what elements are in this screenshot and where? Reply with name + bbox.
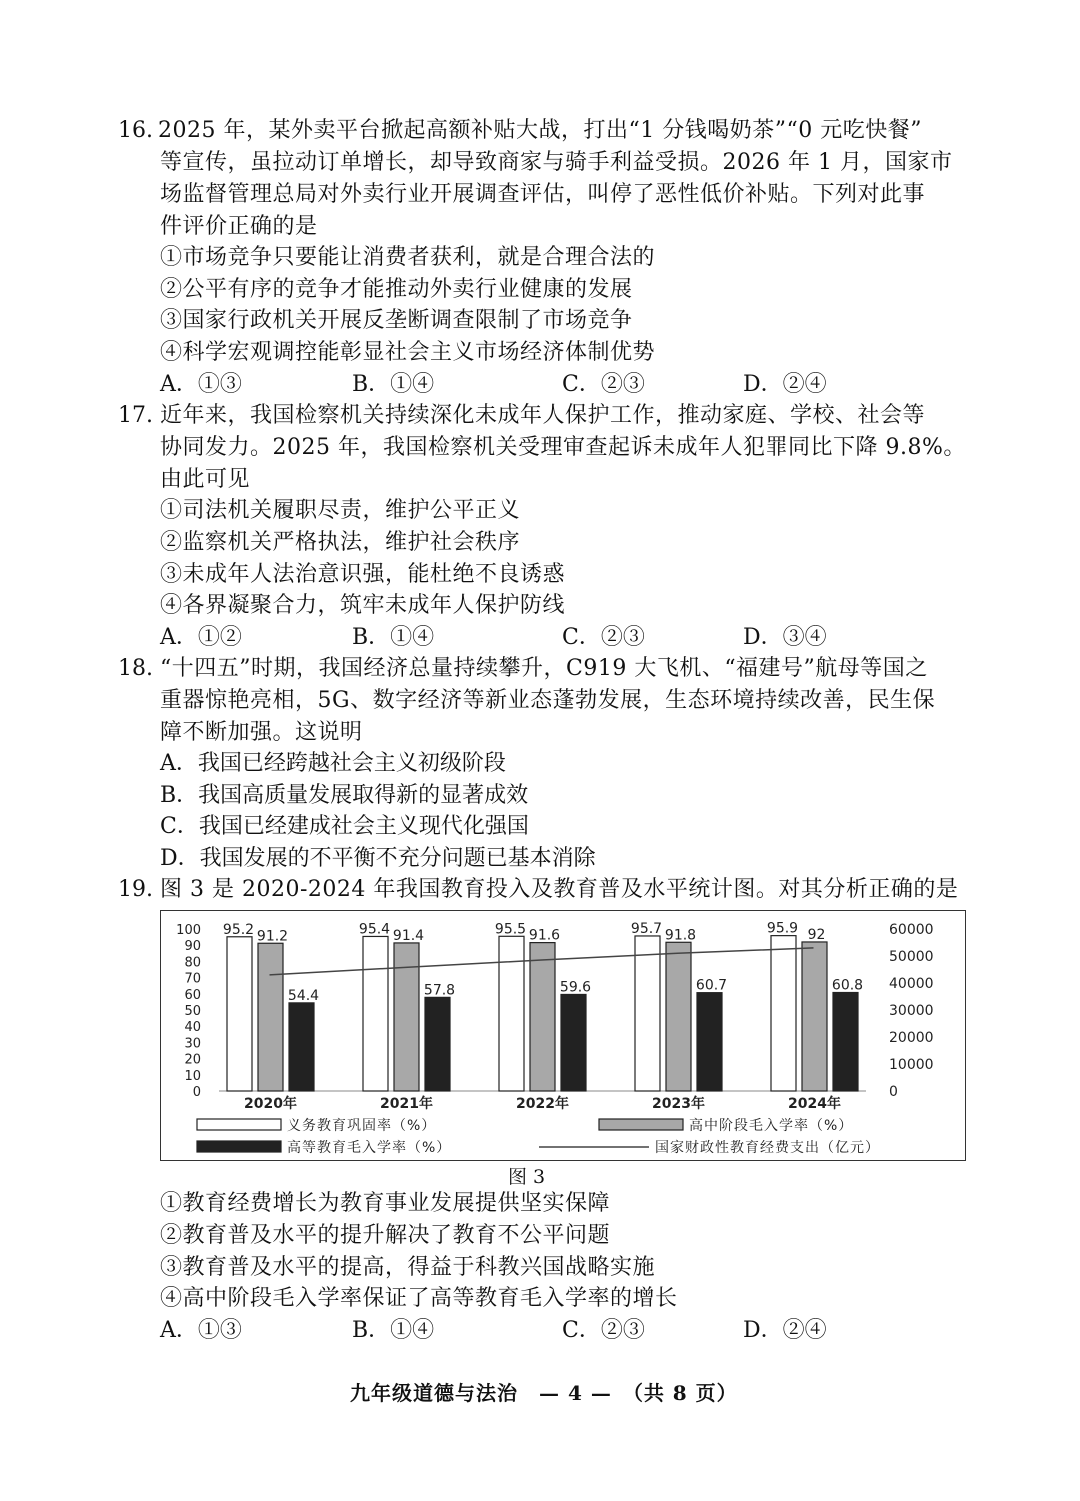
bar-0	[635, 936, 660, 1091]
q16-statement-4: ④科学宏观调控能彰显社会主义市场经济体制优势	[160, 340, 656, 365]
legend-label-0: 义务教育巩固率（%）	[287, 1118, 437, 1134]
q19-option-b[interactable]: B．①④	[352, 1318, 435, 1343]
legend-swatch-0	[197, 1119, 281, 1130]
bar-2	[833, 993, 858, 1091]
q16-statement-1: ①市场竞争只要能让消费者获利，就是合理合法的	[160, 245, 656, 270]
y-left-tick-label: 80	[184, 955, 201, 971]
q17-statement-4: ④各界凝聚合力，筑牢未成年人保护防线	[160, 593, 566, 618]
q17-statement-3: ③未成年人法治意识强，能杜绝不良诱惑	[160, 562, 566, 587]
bar-value-label: 60.8	[831, 977, 864, 994]
bar-0	[499, 936, 524, 1091]
q18-option-c[interactable]: C．我国已经建成社会主义现代化强国	[160, 814, 529, 839]
q19-statement-1: ①教育经费增长为教育事业发展提供坚实保障	[160, 1191, 611, 1216]
y-left-tick-label: 100	[176, 923, 201, 938]
bar-2	[561, 994, 586, 1091]
q18-stem-line-2: 重器惊艳亮相，5G、数字经济等新业态蓬勃发展，生态环境持续改善，民生保	[160, 688, 936, 713]
x-tick-label: 2022年	[516, 1096, 569, 1112]
q18-stem-line-3: 障不断加强。这说明	[160, 720, 363, 745]
q16-number: 16.	[118, 118, 153, 143]
bar-value-label: 91.4	[392, 927, 425, 944]
y-left-tick-label: 20	[184, 1052, 201, 1068]
q16-stem-line-2: 等宣传，虽拉动订单增长，却导致商家与骑手利益受损。2026 年 1 月，国家市	[160, 150, 953, 175]
figure-3-chart	[160, 910, 966, 1161]
y-right-tick-label: 10000	[889, 1057, 934, 1073]
q18-option-d[interactable]: D．我国发展的不平衡不充分问题已基本消除	[160, 846, 596, 871]
bar-value-label: 91.2	[256, 928, 289, 945]
bar-1	[802, 942, 827, 1091]
bar-value-label: 91.8	[664, 927, 697, 944]
y-left-tick-label: 0	[192, 1085, 201, 1100]
bar-0	[771, 936, 796, 1091]
x-tick-label: 2023年	[652, 1096, 705, 1112]
q17-stem-line-1: 近年来，我国检察机关持续深化未成年人保护工作，推动家庭、学校、社会等	[160, 403, 926, 428]
bar-value-label: 95.9	[766, 920, 799, 937]
q17-stem-line-3: 由此可见	[160, 467, 251, 492]
legend-swatch-2	[197, 1141, 281, 1152]
q18-stem-line-1: “十四五”时期，我国经济总量持续攀升，C919 大飞机、“福建号”航母等国之	[160, 656, 928, 681]
bar-value-label: 95.2	[222, 921, 255, 938]
y-left-tick-label: 70	[184, 971, 201, 987]
q17-number: 17.	[118, 403, 153, 428]
y-right-tick-label: 30000	[889, 1003, 934, 1019]
q17-statement-2: ②监察机关严格执法，维护社会秩序	[160, 530, 521, 555]
q18-option-a[interactable]: A．我国已经跨越社会主义初级阶段	[160, 751, 506, 776]
bar-0	[227, 937, 252, 1091]
q19-statement-4: ④高中阶段毛入学率保证了高等教育毛入学率的增长	[160, 1286, 678, 1311]
q19-statement-2: ②教育普及水平的提升解决了教育不公平问题	[160, 1223, 611, 1248]
y-left-tick-label: 30	[184, 1036, 201, 1052]
y-right-tick-label: 50000	[889, 949, 934, 965]
x-tick-label: 2020年	[244, 1096, 297, 1112]
q16-stem-line-4: 件评价正确的是	[160, 214, 318, 239]
bar-value-label: 95.5	[494, 921, 527, 938]
y-left-tick-label: 10	[184, 1068, 201, 1084]
q16-stem-line-1: 2025 年，某外卖平台掀起高额补贴大战，打出“1 分钱喝奶茶”“0 元吃快餐”	[158, 118, 922, 143]
bar-2	[697, 993, 722, 1091]
bar-value-label: 95.4	[358, 921, 391, 938]
figure-caption: 图 3	[508, 1166, 546, 1188]
q16-stem-line-3: 场监督管理总局对外卖行业开展调查评估，叫停了恶性低价补贴。下列对此事	[160, 182, 926, 207]
q18-option-b[interactable]: B．我国高质量发展取得新的显著成效	[160, 783, 529, 808]
q19-option-c[interactable]: C．②③	[562, 1318, 645, 1343]
q17-option-b[interactable]: B．①④	[352, 625, 435, 650]
bar-2	[289, 1003, 314, 1091]
q17-option-d[interactable]: D．③④	[743, 625, 827, 650]
bar-value-label: 95.7	[630, 920, 663, 937]
q17-option-a[interactable]: A．①②	[160, 625, 242, 650]
legend-swatch-1	[599, 1119, 683, 1130]
q19-number: 19.	[118, 877, 153, 902]
x-tick-label: 2021年	[380, 1096, 433, 1112]
bar-value-label: 59.6	[559, 979, 592, 996]
y-right-tick-label: 60000	[889, 922, 934, 938]
q17-statement-1: ①司法机关履职尽责，维护公平正义	[160, 498, 521, 523]
q19-statement-3: ③教育普及水平的提高，得益于科教兴国战略实施	[160, 1255, 656, 1280]
legend-label-3: 国家财政性教育经费支出（亿元）	[655, 1140, 880, 1156]
bar-value-label: 92	[807, 926, 826, 943]
y-left-tick-label: 40	[184, 1020, 201, 1036]
q16-option-b[interactable]: B．①④	[352, 372, 435, 397]
bar-2	[425, 997, 450, 1091]
bar-value-label: 91.6	[528, 927, 561, 944]
q16-option-d[interactable]: D．②④	[743, 372, 827, 397]
q18-number: 18.	[118, 656, 153, 681]
y-right-tick-label: 0	[889, 1084, 898, 1100]
y-left-tick-label: 90	[184, 939, 201, 955]
q19-option-d[interactable]: D．②④	[743, 1318, 827, 1343]
y-right-tick-label: 40000	[889, 976, 934, 992]
bar-1	[530, 943, 555, 1091]
bar-value-label: 54.4	[287, 987, 320, 1004]
bar-value-label: 57.8	[423, 982, 456, 999]
q16-option-c[interactable]: C．②③	[562, 372, 645, 397]
chart-svg	[161, 911, 967, 1162]
legend-label-2: 高等教育毛入学率（%）	[287, 1140, 452, 1156]
q17-option-c[interactable]: C．②③	[562, 625, 645, 650]
x-tick-label: 2024年	[788, 1096, 841, 1112]
bar-0	[363, 936, 388, 1091]
legend-label-1: 高中阶段毛入学率（%）	[689, 1118, 854, 1134]
bar-value-label: 60.7	[695, 977, 728, 994]
q16-option-a[interactable]: A．①③	[160, 372, 242, 397]
page-footer: 九年级道德与法治 — 4 — （共 8 页）	[350, 1381, 738, 1405]
q16-statement-3: ③国家行政机关开展反垄断调查限制了市场竞争	[160, 308, 633, 333]
y-right-tick-label: 20000	[889, 1030, 934, 1046]
q19-stem-line-1: 图 3 是 2020-2024 年我国教育投入及教育普及水平统计图。对其分析正确的是	[160, 877, 959, 902]
bar-1	[258, 943, 283, 1091]
q19-option-a[interactable]: A．①③	[160, 1318, 242, 1343]
bar-1	[666, 942, 691, 1091]
q17-stem-line-2: 协同发力。2025 年，我国检察机关受理审查起诉未成年人犯罪同比下降 9.8%。	[160, 435, 966, 460]
q16-statement-2: ②公平有序的竞争才能推动外卖行业健康的发展	[160, 277, 633, 302]
y-left-tick-label: 50	[184, 1004, 201, 1019]
bar-1	[394, 943, 419, 1091]
y-left-tick-label: 60	[184, 987, 201, 1003]
